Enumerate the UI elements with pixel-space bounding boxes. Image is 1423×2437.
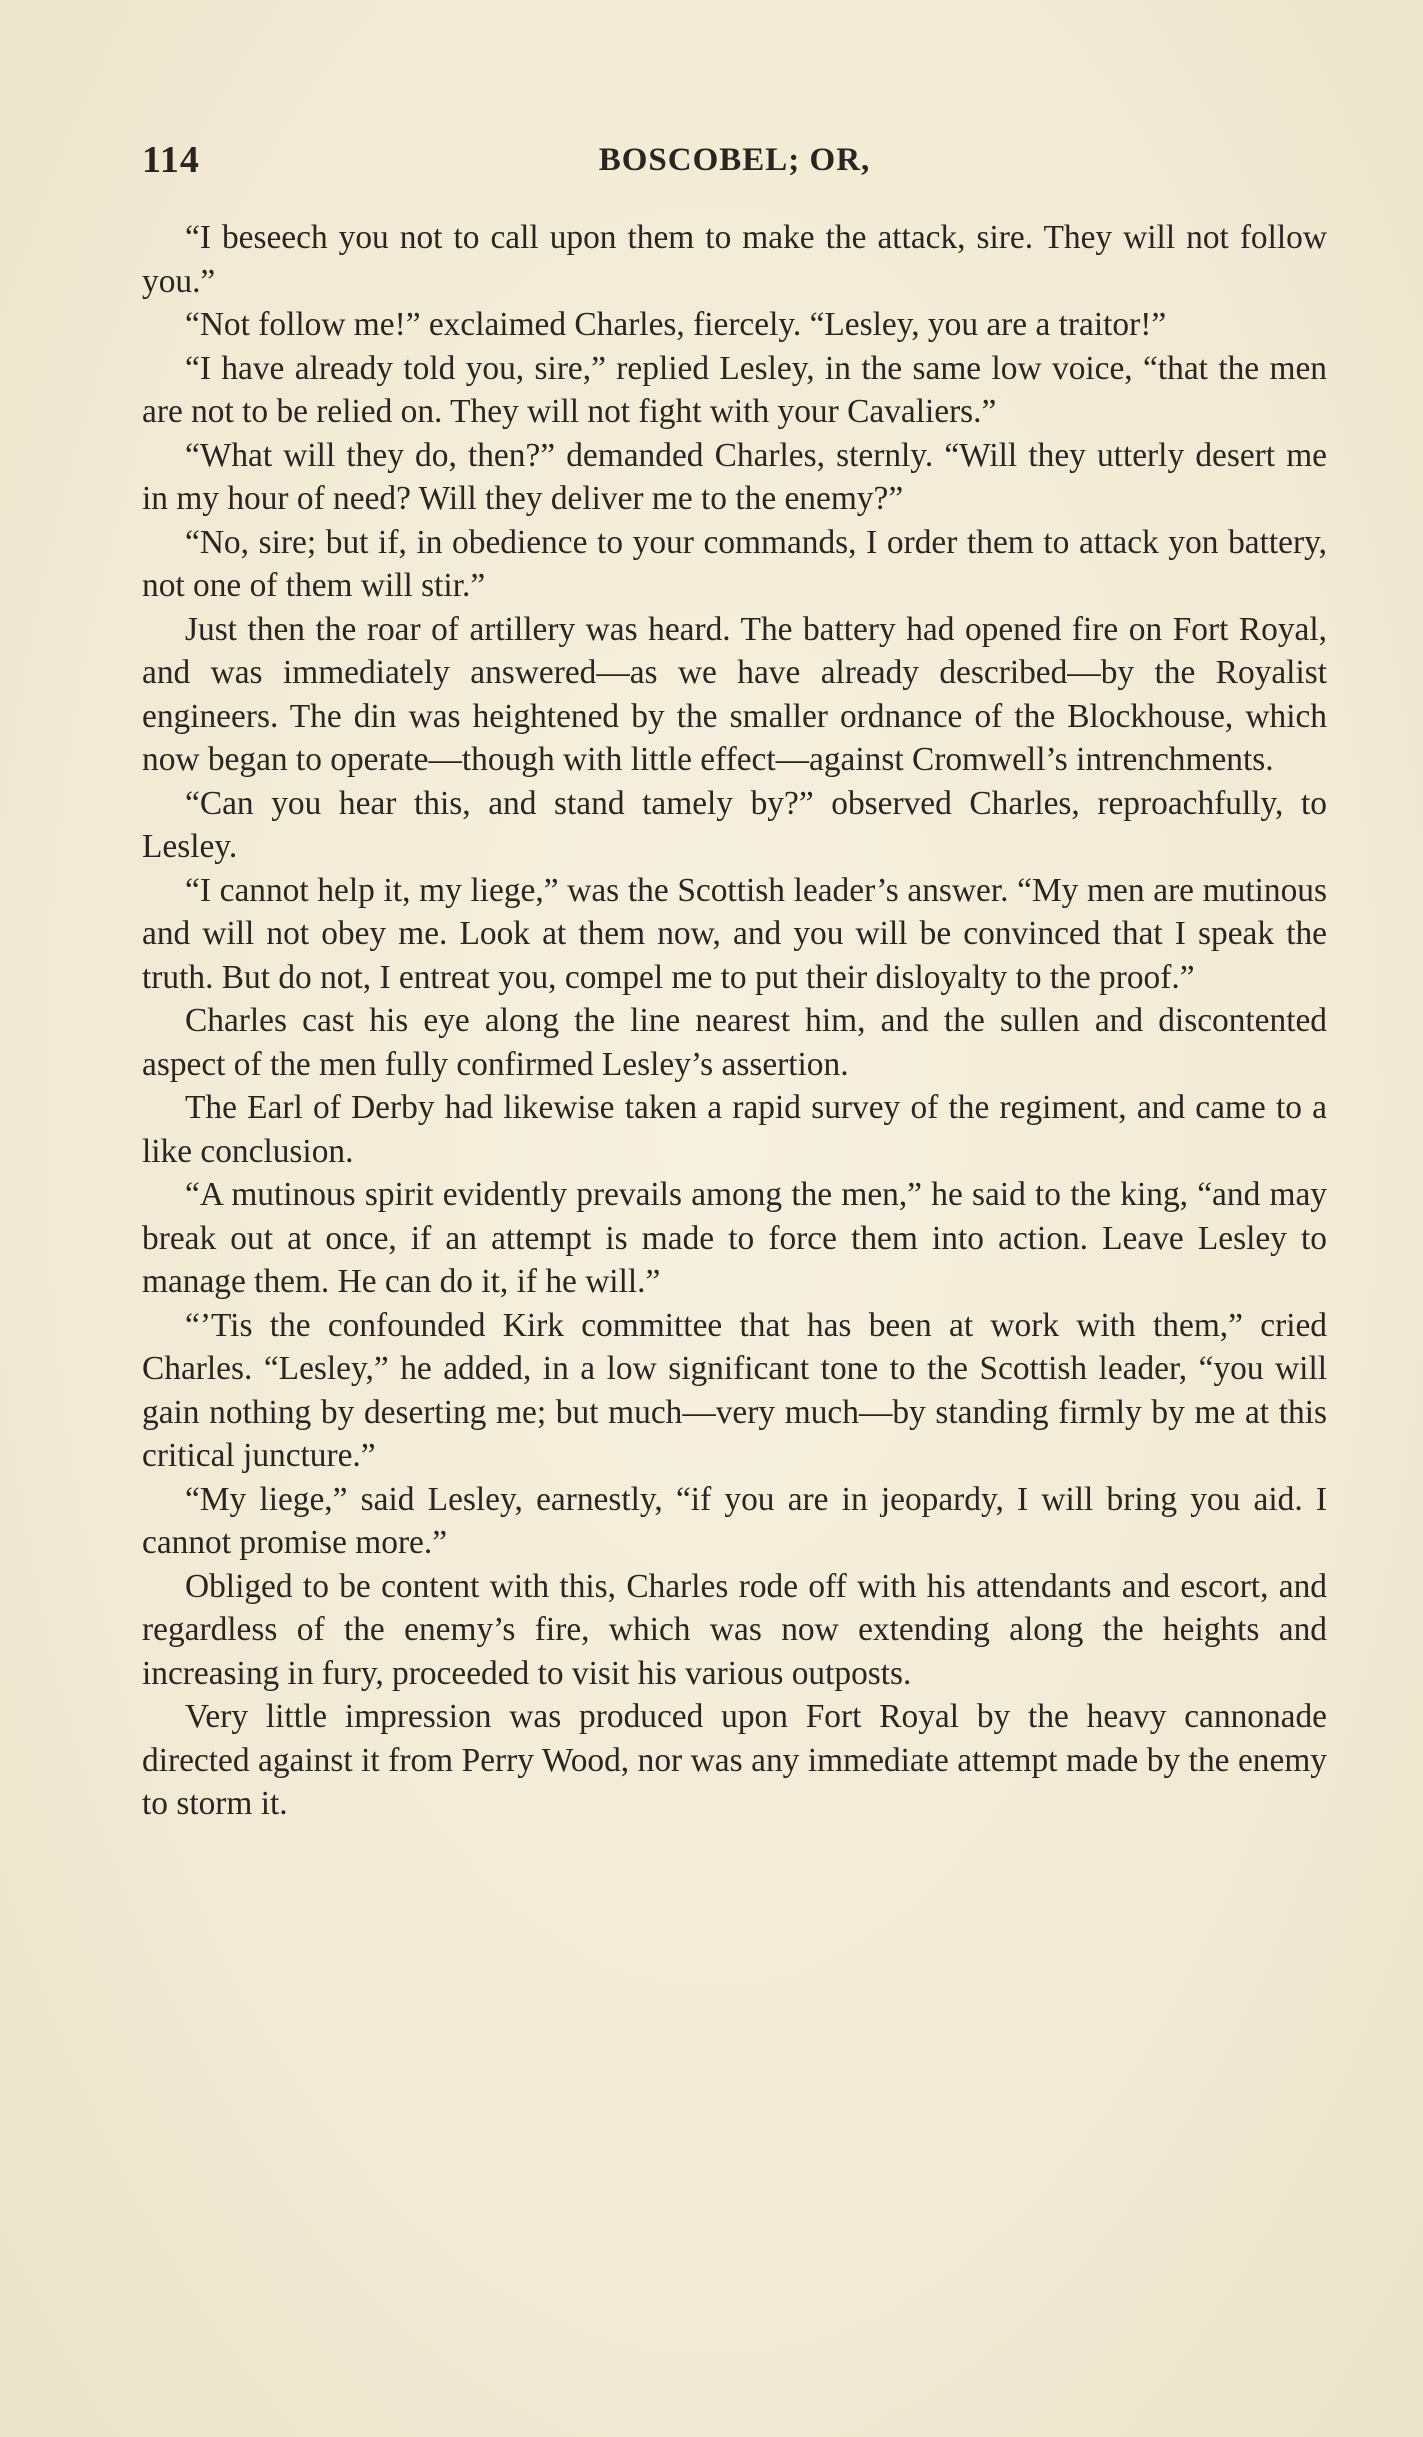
paragraph: Obliged to be content with this, Charles rode off with his attendants and escort, and regardless of the enemy’s fire, which was now extending along the heights and increasing in fury, proceeded to visit his various outposts.: [142, 1567, 1327, 1692]
paragraph: “I cannot help it, my liege,” was the Scottish leader’s answer. “My men are mutinous and will not obey me. Look at them now, and you will be convinced that I speak the truth. But do not, I entreat you, compel me to put their disloyalty to the proof.”: [142, 871, 1327, 996]
running-head: BOSCOBEL; OR,: [598, 142, 871, 178]
paragraph: “What will they do, then?” demanded Charles, sternly. “Will they utterly desert me in my hour of need? Will they deliver me to the enemy?”: [142, 436, 1327, 517]
paragraph: Just then the roar of artillery was heard. The battery had opened fire on Fort Royal, and was immediately answered—as we have already described—by the Royalist engineers. The din was heightened by the smaller ordnance of the Blockhouse, which now began to operate—though with little effect—against Cromwell’s intrenchments.: [142, 610, 1327, 778]
paragraph: “I have already told you, sire,” replied Lesley, in the same low voice, “that the men are not to be relied on. They will not fight with your Cavaliers.”: [142, 349, 1327, 430]
body-text: [142, 216, 1327, 1826]
paragraph: “My liege,” said Lesley, earnestly, “if you are in jeopardy, I will bring you aid. I cannot promise more.”: [142, 1480, 1327, 1561]
page-number: 114: [142, 139, 200, 181]
paragraph: “Not follow me!” exclaimed Charles, fiercely. “Lesley, you are a traitor!”: [185, 306, 1167, 343]
paragraph: “Can you hear this, and stand tamely by?” observed Charles, reproachfully, to Lesley.: [142, 784, 1327, 865]
paragraph: Charles cast his eye along the line nearest him, and the sullen and discontented aspect of the men fully confirmed Lesley’s assertion.: [142, 1002, 1327, 1083]
paragraph: The Earl of Derby had likewise taken a rapid survey of the regiment, and came to a like conclusion.: [142, 1089, 1327, 1170]
paragraph: Very little impression was produced upon Fort Royal by the heavy cannonade directed against it from Perry Wood, nor was any immediate attempt made by the enemy to storm it.: [142, 1698, 1327, 1822]
paragraph: “A mutinous spirit evidently prevails among the men,” he said to the king, “and may break out at once, if an attempt is made to force them into action. Leave Lesley to manage them. He can do it, if he will.”: [142, 1176, 1327, 1300]
paragraph: “I beseech you not to call upon them to make the attack, sire. They will not follow you.”: [142, 219, 1327, 300]
page-header: [142, 128, 1327, 188]
paragraph: “’Tis the confounded Kirk committee that has been at work with them,” cried Charles. “Lesley,” he added, in a low significant tone to the Scottish leader, “you will gain nothing by deserting me; but much—very much—by standing firmly by me at this critical juncture.”: [142, 1306, 1327, 1474]
paragraph: “No, sire; but if, in obedience to your commands, I order them to attack yon battery, not one of them will stir.”: [142, 523, 1327, 604]
